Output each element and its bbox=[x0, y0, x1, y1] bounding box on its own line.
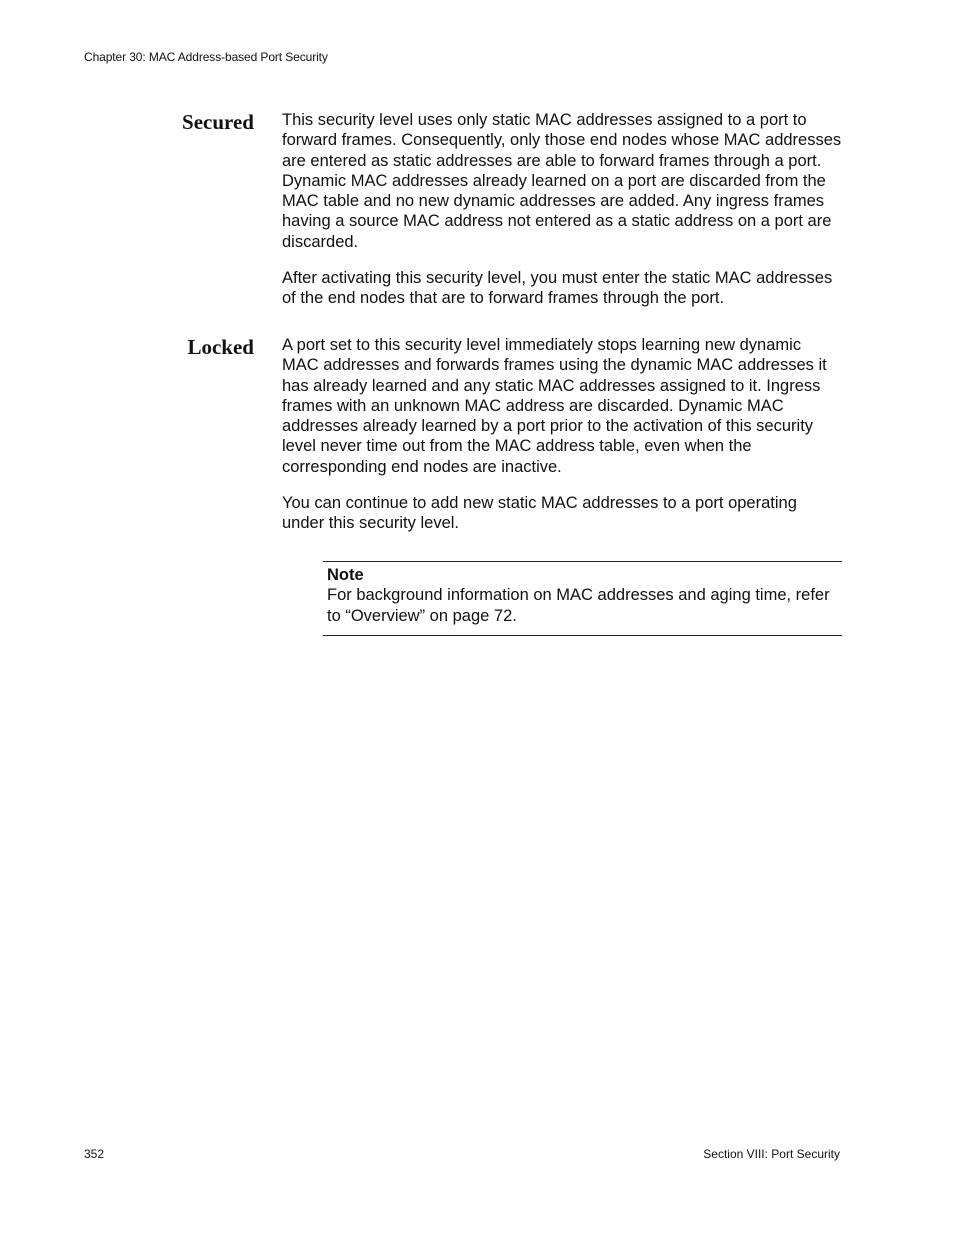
paragraph: A port set to this security level immediately stops learning new dynamic MAC addresses and forwards frames using the dynamic MAC addresses it has already learned and any static MAC addresses assigned to it. Ingress frames with an unknown MAC address are discarded. Dynamic MAC addresses already learned by a port prior to the activation of this security level never time out from the MAC address table, even when the corresponding end nodes are inactive. bbox=[282, 336, 827, 476]
running-header: Chapter 30: MAC Address-based Port Security bbox=[84, 50, 328, 64]
note-box bbox=[323, 561, 842, 636]
page-number: 352 bbox=[84, 1147, 105, 1161]
section-heading-secured: Secured bbox=[182, 110, 254, 134]
section-body-locked bbox=[282, 335, 842, 550]
note-title: Note bbox=[327, 566, 364, 584]
paragraph: This security level uses only static MAC addresses assigned to a port to forward frames. Consequently, only those end nodes whose MAC addresses are entered as static addresses are able to forward frames through a port. Dynamic MAC addresses already learned on a port are discarded from the MAC table and no new dynamic addresses are added. Any ingress frames having a source MAC address not entered as a static address on a port are discarded. bbox=[282, 111, 842, 251]
section-heading-locked: Locked bbox=[187, 335, 254, 359]
section-body-secured bbox=[282, 110, 842, 325]
paragraph: You can continue to add new static MAC addresses to a port operating under this security level. bbox=[282, 494, 797, 533]
paragraph: After activating this security level, you must enter the static MAC addresses of the end nodes that are to forward frames through the port. bbox=[282, 269, 833, 308]
footer-section-title: Section VIII: Port Security bbox=[703, 1147, 840, 1161]
note-text: For background information on MAC addresses and aging time, refer to “Overview” on page 72. bbox=[327, 586, 830, 625]
